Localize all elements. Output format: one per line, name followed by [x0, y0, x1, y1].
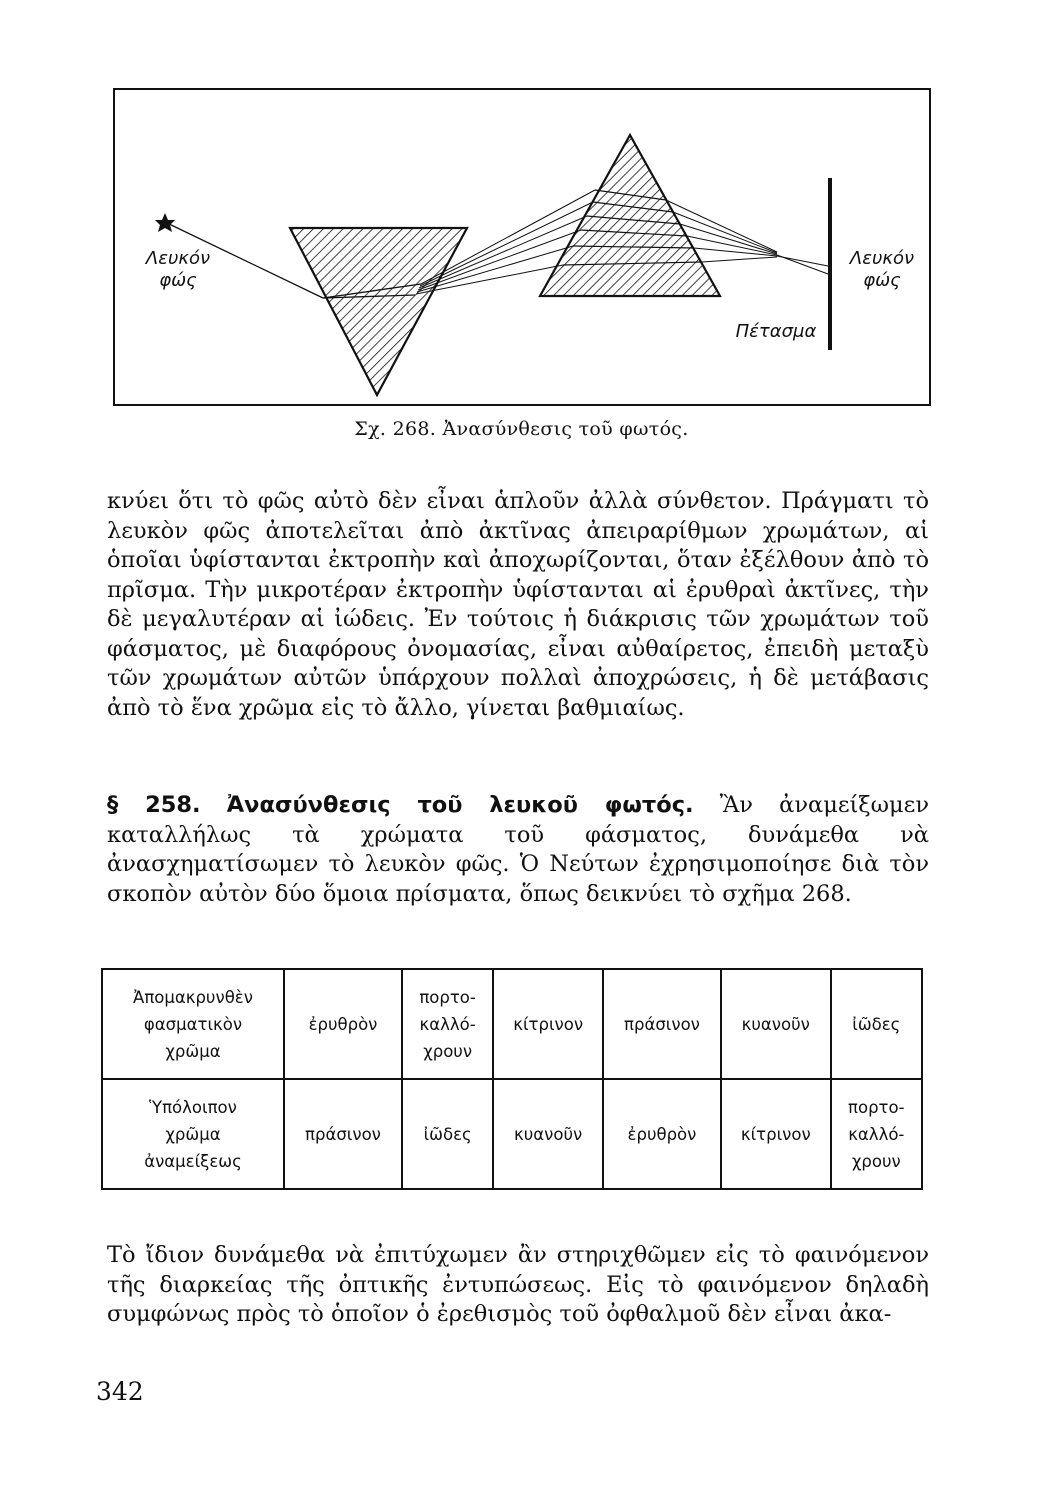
- table-cell: κίτρινον: [493, 969, 603, 1079]
- table-cell: πράσινον: [603, 969, 721, 1079]
- section-number: § 258.: [107, 792, 201, 818]
- page-number: 342: [96, 1377, 144, 1406]
- table-cell: κίτρινον: [721, 1079, 831, 1189]
- light-source-icon: [155, 213, 175, 232]
- table-cell: ἐρυθρὸν: [603, 1079, 721, 1189]
- table-cell: κυανοῦν: [721, 969, 831, 1079]
- label-white-light-left: Λευκόν φώς: [145, 248, 211, 291]
- figure-caption: Σχ. 268. Ἀνασύνθεσις τοῦ φωτός.: [354, 418, 689, 440]
- table-cell: πράσινον: [284, 1079, 402, 1189]
- table-row: [102, 969, 922, 1079]
- table-cell: πορτο- καλλό- χρουν: [402, 969, 493, 1079]
- section-title: Ἀνασύνθεσις τοῦ λευκοῦ φωτός.: [226, 792, 694, 818]
- table-cell: ἰῶδες: [831, 969, 922, 1079]
- row-header: Ἀπομακρυνθὲν φασματικὸν χρῶμα: [102, 969, 284, 1079]
- upright-prism: [540, 135, 720, 296]
- table-row: [102, 1079, 922, 1189]
- label-white-light-right: Λευκόν φώς: [849, 248, 915, 291]
- paragraph-2: [107, 1241, 929, 1330]
- row-header: Ὑπόλοιπον χρῶμα ἀναμείξεως: [102, 1079, 284, 1189]
- table-cell: ἐρυθρὸν: [284, 969, 402, 1079]
- table-cell: πορτο- καλλό- χρουν: [831, 1079, 922, 1189]
- section-text: Ἂν ἀναμείξωμεν καταλλήλως τὰ χρώματα τοῦ φάσματος, δυνάμεθα νὰ ἀνασχηματίσωμεν τὸ λευκὸν φῶς. Ὁ Νεύτων ἐχρησιμοποίησε διὰ τὸν σκοπὸν αὐτὸν δύο ὅμοια πρίσματα, ὅπως δεικνύει τὸ σχῆμα 268.: [107, 792, 929, 907]
- section-258: [107, 791, 929, 909]
- paragraph-2-text: Τὸ ἴδιον δυνάμεθα νὰ ἐπιτύχωμεν ἂν στηριχθῶμεν εἰς τὸ φαινόμενον τῆς διαρκείας τῆς ὀπτικῆς ἐντυπώσεως. Εἰς τὸ φαινόμενον δηλαδὴ συμφώνως πρὸς τὸ ὁποῖον ὁ ἐρεθισμὸς τοῦ ὀφθαλμοῦ δὲν εἶναι ἀκα-: [107, 1242, 929, 1327]
- paragraph-1-text: κνύει ὅτι τὸ φῶς αὐτὸ δὲν εἶναι ἁπλοῦν ἀλλὰ σύνθετον. Πράγματι τὸ λευκὸν φῶς ἀποτελεῖται ἀπὸ ἀκτῖνας ἀπειραρίθμων χρωμάτων, αἱ ὁποῖαι ὑφίστανται ἐκτροπὴν καὶ ἀποχωρίζονται, ὅταν ἐξέλθουν ἀπὸ τὸ πρῖσμα. Τὴν μικροτέραν ἐκτροπὴν ὑφίστανται αἱ ἐρυθραὶ ἀκτῖνες, τὴν δὲ μεγαλυτέραν αἱ ἰώδεις. Ἐν τούτοις ἡ διάκρισις τῶν χρωμάτων τοῦ φάσματος, μὲ διαφόρους ὀνομασίας, εἶναι αὐθαίρετος, ἐπειδὴ μεταξὺ τῶν χρωμάτων αὐτῶν ὑπάρχουν πολλαὶ ἀποχρώσεις, ἡ δὲ μετάβασις ἀπὸ τὸ ἕνα χρῶμα εἰς τὸ ἄλλο, γίνεται βαθμιαίως.: [107, 488, 929, 721]
- table-cell: κυανοῦν: [493, 1079, 603, 1189]
- table-cell: ἰῶδες: [402, 1079, 493, 1189]
- inverted-prism: [290, 228, 467, 395]
- prism-diagram: [115, 90, 933, 408]
- color-mixing-table: [101, 968, 923, 1190]
- figure-268: [113, 88, 931, 406]
- label-screen: Πέτασμα: [735, 321, 817, 342]
- paragraph-1: [107, 487, 929, 723]
